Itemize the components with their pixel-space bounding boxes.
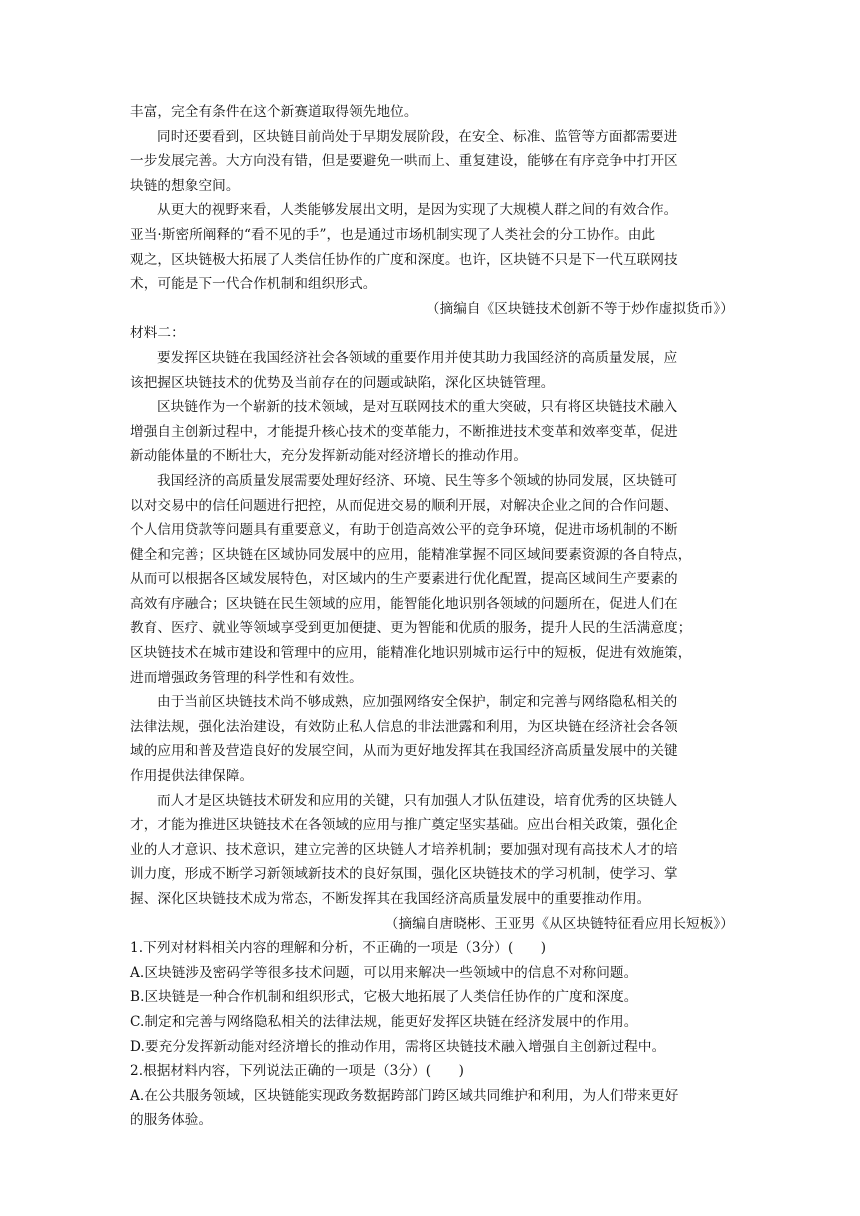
text-line: 业的人才意识、技术意识，建立完善的区块链人才培养机制；要加强对现有高技术人才的培 [130,841,678,858]
text-line: 训力度，形成不断学习新领域新技术的良好氛围，强化区块链技术的学习机制，使学习、掌 [130,866,678,883]
text-line: D.要充分发挥新动能对经济增长的推动作用，需将区块链技术融入增强自主创新过程中。 [130,1038,666,1055]
text-line: 从而可以根据各区域发展特色，对区域内的生产要素进行优化配置，提高区域间生产要素的 [130,571,678,588]
text-line: 以对交易中的信任问题进行把控，从而促进交易的顺利开展，对解决企业之间的合作问题、 [130,497,678,514]
text-line: 2.根据材料内容，下列说法正确的一项是（3分）( ) [130,1063,464,1080]
text-line: 术，可能是下一代合作机制和组织形式。 [130,276,377,293]
text-line: C.制定和完善与网络隐私相关的法律法规，能更好发挥区块链在经济发展中的作用。 [130,1013,638,1030]
text-line: A.在公共服务领域，区块链能实现政务数据跨部门跨区域共同维护和利用，为人们带来更好 [130,1087,679,1104]
text-line: 增强自主创新过程中，才能提升核心技术的变革能力，不断推进技术变革和效率变革，促进 [130,423,678,440]
text-line: 要发挥区块链在我国经济社会各领域的重要作用并使其助力我国经济的高质量发展，应 [157,349,678,366]
text-line: 观之，区块链极大拓展了人类信任协作的广度和深度。也许，区块链不只是下一代互联网技 [130,251,678,268]
text-line: 区块链作为一个崭新的技术领域，是对互联网技术的重大突破，只有将区块链技术融入 [157,399,678,416]
source-citation: （摘编自唐晓彬、王亚男《从区块链特征看应用长短板》） [384,915,734,932]
text-line: 才，才能为推进区块链技术在各领域的应用与推广奠定坚实基础。应出台相关政策，强化企 [130,817,678,834]
text-line: 域的应用和普及营造良好的发展空间，从而为更好地发挥其在我国经济高质量发展中的关键 [130,743,678,760]
text-line: 教育、医疗、就业等领域享受到更加便捷、更为智能和优质的服务，提升人民的生活满意度； [130,620,692,637]
text-line: A.区块链涉及密码学等很多技术问题，可以用来解决一些领域中的信息不对称问题。 [130,964,638,981]
text-line: 由于当前区块链技术尚不够成熟，应加强网络安全保护，制定和完善与网络隐私相关的 [157,694,678,711]
source-citation: （摘编自《区块链技术创新不等于炒作虚拟货币》） [425,300,734,317]
text-line: 个人信用贷款等问题具有重要意义，有助于创造高效公平的竞争环境，促进市场机制的不断 [130,522,678,539]
text-line: 亚当·斯密所阐释的“看不见的手”，也是通过市场机制实现了人类社会的分工协作。由此 [130,226,656,243]
text-line: 该把握区块链技术的优势及当前存在的问题或缺陷，深化区块链管理。 [130,374,555,391]
text-line: 作用提供法律保障。 [130,768,254,785]
text-line: 从更大的视野来看，人类能够发展出文明，是因为实现了大规模人群之间的有效合作。 [157,202,678,219]
text-line: 同时还要看到，区块链目前尚处于早期发展阶段，在安全、标准、监管等方面都需要进 [157,128,678,145]
text-line: 的服务体验。 [130,1112,213,1129]
document-page [130,100,734,1133]
text-line: 新动能体量的不断壮大，充分发挥新动能对经济增长的推动作用。 [130,448,528,465]
text-line: 1.下列对材料相关内容的理解和分析，不正确的一项是（3分）( ) [130,940,547,957]
text-line: 法律法规，强化法治建设，有效防止私人信息的非法泄露和利用，为区块链在经济社会各领 [130,718,678,735]
text-line: 丰富，完全有条件在这个新赛道取得领先地位。 [130,104,418,120]
text-line: 进而增强政务管理的科学性和有效性。 [130,669,363,686]
text-line: 而人才是区块链技术研发和应用的关键，只有加强人才队伍建设，培育优秀的区块链人 [157,792,678,809]
text-line: 我国经济的高质量发展需要处理好经济、环境、民生等多个领域的协同发展，区块链可 [157,472,678,489]
text-line: 健全和完善；区块链在区域协同发展中的应用，能精准掌握不同区域间要素资源的各自特点， [130,546,692,563]
text-line: 块链的想象空间。 [130,177,240,194]
text-line: 材料二： [130,325,185,342]
text-line: 一步发展完善。大方向没有错，但是要避免一哄而上、重复建设，能够在有序竞争中打开区 [130,153,678,170]
text-line: 区块链技术在城市建设和管理中的应用，能精准化地识别城市运行中的短板，促进有效施策， [130,645,692,662]
text-line: 高效有序融合；区块链在民生领域的应用，能智能化地识别各领域的问题所在，促进人们在 [130,595,678,612]
text-line: B.区块链是一种合作机制和组织形式，它极大地拓展了人类信任协作的广度和深度。 [130,989,638,1006]
text-line: 握、深化区块链技术成为常态，不断发挥其在我国经济高质量发展中的重要推动作用。 [130,891,651,907]
